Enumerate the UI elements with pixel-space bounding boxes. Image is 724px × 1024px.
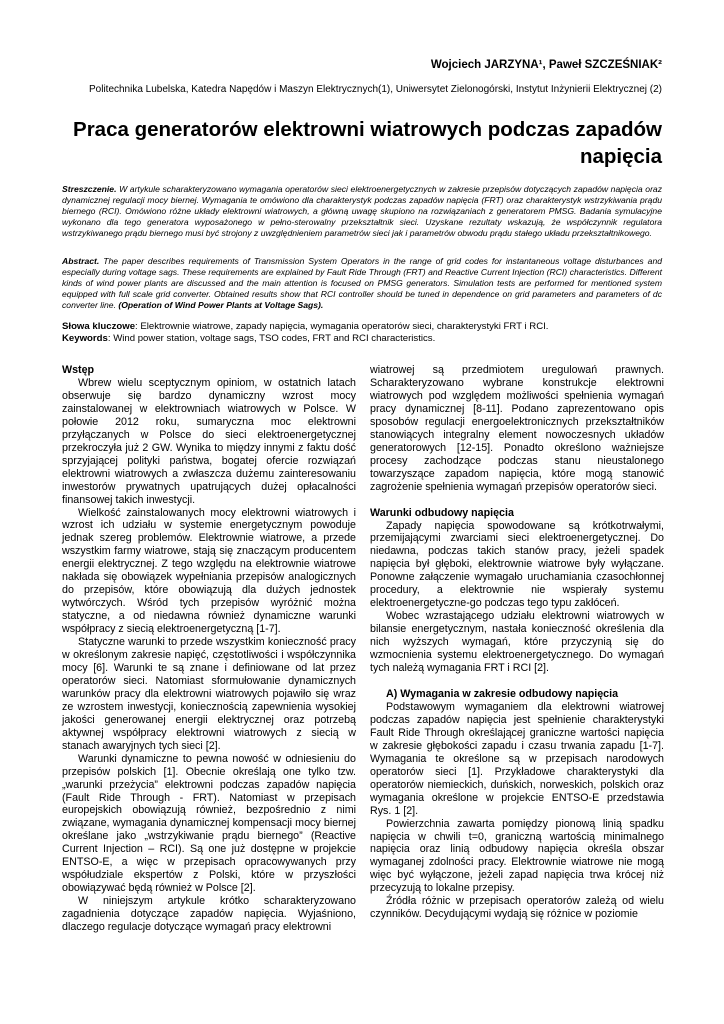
section-heading-voltage-recovery: Warunki odbudowy napięcia — [370, 506, 514, 519]
keywords-en-text: : Wind power station, voltage sags, TSO codes, FRT and RCI characteristics. — [107, 333, 436, 344]
abstract-pl-text: W artykule scharakteryzowano wymagania operatorów sieci elektroenergetycznych w zakresie przepisów dotyczących zapadów napięcia oraz dynamicznej regulacji mocy biernej. Wymagania te omówiono dla charakterystyk podczas zapadów napięcia (FRT) oraz charakterystyk wstrzykiwania prądu biernego (RCI). Omówiono różne układy elektrowni wiatrowych, a główną uwagę skupiono na rozwiązaniach z generatorem PMSG. Badania symulacyjne wykonano dla tego generatora wyposażonego w pełno-sterowalny przekształtnik sieci. Uzyskane rezultaty wskazują, że współczynnik regulatora wstrzykiwanego prądu biernego musi być strojony z uwzględnieniem parametrów sieci jak i parametrów obwodu prądu stałego układu przekształtnikowego. — [62, 184, 663, 238]
affiliation: Politechnika Lubelska, Katedra Napędów i Maszyn Elektrycznych(1), Uniwersytet Zielonogórski, Instytut Inżynierii Elektrycznej (2) — [88, 84, 662, 95]
paragraph: Wbrew wielu sceptycznym opiniom, w ostatnich latach obserwuje się bardzo dynamiczny wzrost mocy zainstalowanej w elektrowniach wiatrowych w Polsce. W połowie 2012 roku, sumaryczna moc elektrowni przyłączanych w Polsce do sieci elektroenergetycznej przekroczyła już 2 GW. Wynika to między innymi z faktu dość sprzyjającej polityki państwa, bogatej ofercie rozwiązań elektrowni wiatrowych a zwłaszcza dużemu zainteresowaniu inwestorów prywatnych upatrujących dużej opłacalności finansowej takich inwestycji. — [62, 377, 356, 506]
left-column — [62, 364, 356, 934]
subsection-heading: A) Wymagania w zakresie odbudowy napięcia — [386, 687, 619, 700]
keywords-pl-label: Słowa kluczowe — [62, 321, 136, 332]
paragraph: Podstawowym wymaganiem dla elektrowni wiatrowej podczas zapadów napięcia jest spełnienie charakterystyki Fault Ride Through określającej graniczne wartości napięcia w zakresie głębokości zapadu i czasu trwania zapadu [1-7]. Wymagania te określone są w przepisach narodowych operatorów sieci [1]. Przykładowe charakterystyki dla operatorów niemieckich, duńskich, norweskich, polskich oraz wymagania określone w projekcie ENTSO-E przedstawia Rys. 1 [2]. — [370, 700, 664, 817]
abstract-en-label: Abstract. — [62, 256, 100, 266]
paragraph: Statyczne warunki to przede wszystkim konieczność pracy w określonym zakresie napięć, częstotliwości i współczynnika mocy [6]. Warunki te są znane i definiowane od lat przez operatorów sieci. Natomiast sformułowanie dynamicznych warunków pracy dla elektrowni wiatrowych pojawiło się wraz ze wzrostem inwestycji, koniecznością zapewnienia wysokiej jakości generowanej energii elektrycznej oraz potrzebą aktywnej współpracy elektrowni wiatrowych z siecią w stanach awaryjnych tych sieci [2]. — [62, 636, 356, 752]
keywords-en-label: Keywords — [62, 333, 108, 344]
paragraph: Wielkość zainstalowanych mocy elektrowni wiatrowych i wzrost ich udziału w systemie energetycznym powoduje jednak szereg problemów. Elektrownie wiatrowe, a przede wszystkim farmy wiatrowe, stają się znaczącym producentem energii elektrycznej. Z tego względu na elektrownie wiatrowe nakłada się obowiązek wypełniania przepisów analogicznych do przepisów, które obowiązują dla dużych jednostek wytwórczych. Wśród tych przepisów wyróżnić można statyczne, a od niedawna również dynamiczne warunki współpracy z siecią elektroenergetyczną [1-7]. — [62, 506, 356, 636]
paragraph: Powierzchnia zawarta pomiędzy pionową linią spadku napięcia w chwili t=0, graniczną wartością minimalnego napięcia oraz linią odbudowy napięcia określa obszar wymaganej zdolności pracy. Elektrownie wiatrowe nie mogą więc być wyłączone, jeżeli zapad napięcia trwa krócej niż przecyzują to lokalne przepisy. — [370, 817, 664, 895]
keywords-pl — [62, 321, 662, 333]
paragraph: Wobec wzrastającego udziału elektrowni wiatrowych w bilansie energetycznym, nastała konieczność określenia dla nich wyższych wymagań, które przyczynią się do wzmocnienia systemu elektroenergetycznego. Do wymagań tych należą wymagania FRT i RCI [2]. — [370, 610, 664, 675]
abstract-pl-label: Streszczenie. — [62, 184, 117, 194]
page-title: Praca generatorów elektrowni wiatrowych podczas zapadów napięcia — [73, 118, 662, 168]
abstract-en-text: The paper describes requirements of Transmission System Operators in the range of grid codes for instantaneous voltage disturbances and especially during voltage sags. These requirements are explained by Fault Ride Through (FRT) and Reactive Current Injection (RCI) characteristics. Different kinds of wind power plants are discussed and the main attention is focused on PMSG generators. Simulation tests are performed for mentioned system equipped with full scale grid converter. Obtained results show that RCI controller should be tuned in dependence on grid parameters and parameters of dc converter line. — [62, 256, 663, 310]
abstract-pl — [62, 184, 662, 239]
section-heading-intro: Wstęp — [62, 364, 95, 376]
paragraph: Zapady napięcia spowodowane są krótkotrwałymi, przemijającymi zwarciami sieci elektroenergetycznej. Do niedawna, podczas takich stanów pracy, jeżeli spadek napięcia był głęboki, elektrownie wiatrowe były wyłączane. Ponowne załączenie wymagało uruchamiania czasochłonnej procedury, a elektrownie nie wspierały systemu elektroenergetyczne-go podczas tego typu zakłóceń. — [370, 519, 664, 610]
paragraph: W niniejszym artykule krótko scharakteryzowano zagadnienia dotyczące zapadów napięcia. Wyjaśniono, dlaczego regulacje dotyczące wymagań pracy elektrowni — [62, 895, 356, 934]
keywords-pl-text: : Elektrownie wiatrowe, zapady napięcia, wymagania operatorów sieci, charakterystyki FRT i RCI. — [135, 321, 549, 332]
paragraph: Źródła różnic w przepisach operatorów zależą od wielu czynników. Decydującymi wydają się różnice w poziomie — [370, 895, 664, 921]
paragraph: Warunki dynamiczne to pewna nowość w odniesieniu do przepisów polskich [1]. Obecnie określają one tylko tzw. „warunki przeżycia” elektrowni podczas zapadów napięcia (Fault Ride Through - FRT). Natomiast w przepisach europejskich obowiązują również, bezpośrednio z nimi związane, wymagania dynamicznej kompensacji mocy biernej określane jako „wstrzykiwanie prądu biernego” (Reactive Current Injection – RCI). Są one już dostępne w projekcie ENTSO-E, a więc w przepisach opracowywanych przy współudziale ekspertów z Polski, które w przyszłości obowiązywać będą również w Polsce [2]. — [62, 752, 356, 895]
abstract-en — [62, 256, 662, 311]
abstract-en-english-title: (Operation of Wind Power Plants at Voltage Sags). — [118, 300, 324, 310]
keywords-en — [62, 333, 662, 345]
authors: Wojciech JARZYNA¹, Paweł SZCZEŚNIAK² — [430, 59, 662, 71]
right-column — [370, 364, 664, 921]
paragraph: wiatrowej są przedmiotem uregulowań prawnych. Scharakteryzowano wybrane konstrukcje elektrowni wiatrowych pod względem możliwości spełnienia wymagań pracy dynamicznej [8-11]. Podano zaprezentowano opis sposobów regulacji energoelektronicznych przekształtników stanowiących integralny element nowoczesnych układów generatorowych [12-15]. Ponadto określono ważniejsze procesy zachodzące podczas stanu nieustalonego towarzyszące zapadom napięcia, które mogą stanowić zagrożenie spełnienia wymagań przepisów operatorów sieci. — [370, 364, 664, 493]
